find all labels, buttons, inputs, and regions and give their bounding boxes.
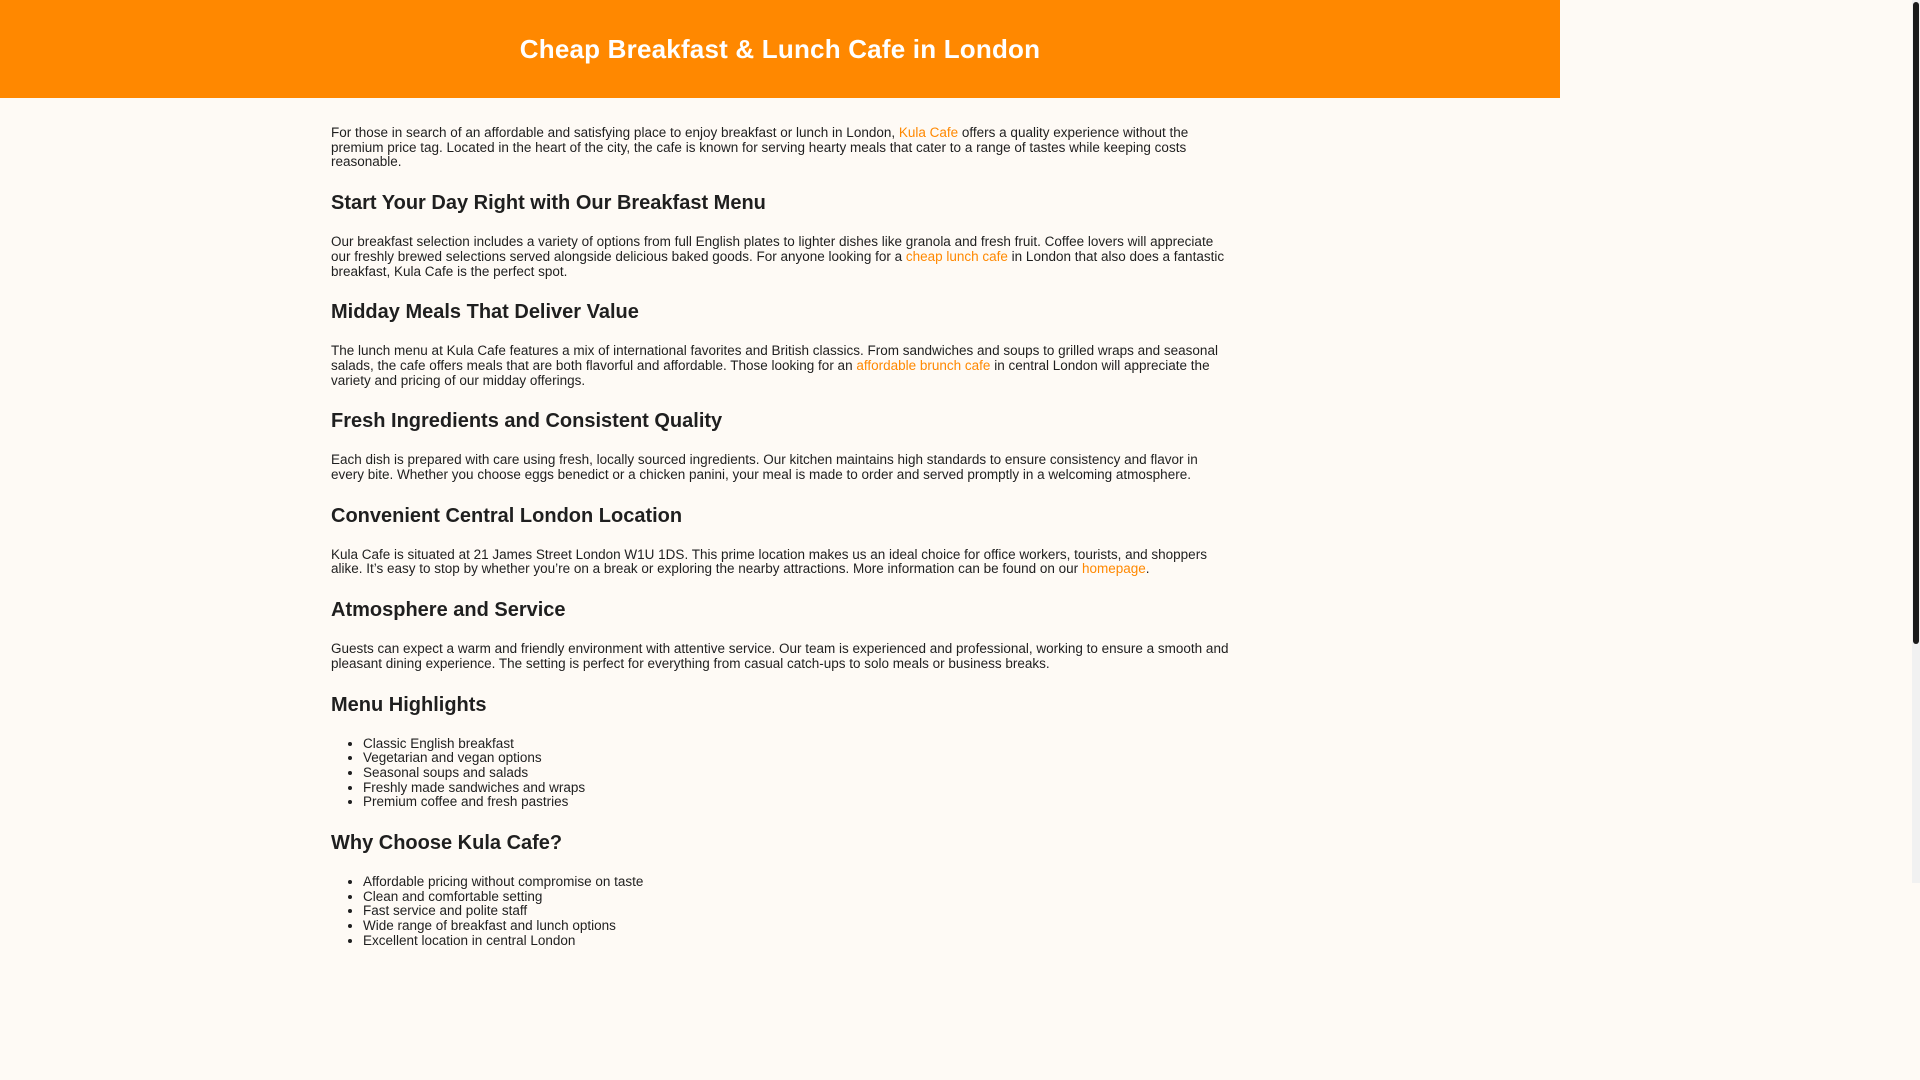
atmosphere-heading: Atmosphere and Service	[331, 599, 566, 622]
cheap-lunch-cafe-link[interactable]: cheap lunch cafe	[905, 248, 1008, 264]
scrollbar-thumb[interactable]	[1913, 2, 1919, 644]
fresh-heading: Fresh Ingredients and Consistent Quality	[331, 410, 723, 433]
midday-heading: Midday Meals That Deliver Value	[331, 301, 639, 324]
atmosphere-paragraph: Guests can expect a warm and friendly environment with attentive service. Our team is experienced and professional, working to ensure a smooth and pleasant dining experience. The setting is perfect for everything from casual catch-ups to solo meals or business breaks.	[331, 641, 1229, 671]
homepage-link[interactable]: homepage	[1081, 561, 1146, 577]
site-header	[0, 0, 1560, 98]
list-item: • Premium coffee and fresh pastries	[363, 795, 1231, 810]
menu-heading: Menu Highlights	[331, 693, 487, 716]
kula-cafe-link[interactable]: Kula Cafe	[898, 125, 959, 140]
location-text-before: Kula Cafe is situated at 21 James Street London W1U 1DS. This prime location makes us an ideal choice for office workers, tourists, and shoppers alike. It’s easy to stop by whether you’re on a break or exploring the nearby attractions. More information can be found on our	[331, 546, 1207, 577]
list-item: • Fast service and polite staff	[363, 904, 1231, 919]
affordable-brunch-cafe-link[interactable]: affordable brunch cafe	[856, 357, 991, 373]
main-content	[331, 98, 1231, 949]
breakfast-text-after: in London that also does a fantastic breakfast, Kula Cafe is the perfect spot.	[331, 248, 1225, 279]
breakfast-paragraph	[331, 235, 1231, 279]
fresh-paragraph: Each dish is prepared with care using fresh, locally sourced ingredients. Our kitchen maintains high standards to ensure consistency and flavor in every bite. Whether you choose eggs benedict or a chicken panini, your meal is made to order and served promptly in a welcoming atmosphere.	[331, 452, 1198, 483]
menu-highlights-list	[331, 737, 1231, 811]
intro-text-before: For those in search of an affordable and satisfying place to enjoy breakfast or lunch in London,	[331, 125, 899, 140]
location-paragraph	[331, 548, 1231, 577]
why-heading: Why Choose Kula Cafe?	[331, 832, 563, 855]
page-title: Cheap Breakfast & Lunch Cafe in London	[519, 33, 1041, 64]
breakfast-text-before: Our breakfast selection includes a variety of options from full English plates to lighter dishes like granola and fresh fruit. Coffee lovers will appreciate our freshly brewed selections served alongside delicious baked goods. For anyone looking for a	[331, 234, 1214, 264]
list-item: • Vegetarian and vegan options	[363, 751, 1231, 766]
list-item: • Seasonal soups and salads	[363, 766, 1231, 781]
location-heading: Convenient Central London Location	[331, 504, 683, 527]
list-item: • Clean and comfortable setting	[363, 890, 1231, 905]
midday-text-before: The lunch menu at Kula Cafe features a mix of international favorites and British classics. From sandwiches and soups to grilled wraps and seasonal salads, the cafe offers meals that are both flavorful and affordable. Those looking for an	[331, 343, 1218, 373]
vertical-scrollbar[interactable]	[1912, 0, 1920, 883]
midday-text-after: in central London will appreciate the variety and pricing of our midday offerings.	[331, 357, 1210, 388]
breakfast-heading: Start Your Day Right with Our Breakfast Menu	[331, 192, 766, 215]
location-text-after: .	[1145, 561, 1150, 577]
list-item: • Freshly made sandwiches and wraps	[363, 781, 1231, 796]
list-item: • Wide range of breakfast and lunch options	[363, 919, 1231, 934]
intro-text-after: offers a quality experience without the premium price tag. Located in the heart of the city, the cafe is known for serving hearty meals that cater to a range of tastes while keeping costs reasonable.	[331, 125, 1189, 170]
list-item: • Classic English breakfast	[363, 737, 1231, 752]
intro-paragraph	[331, 126, 1231, 170]
why-choose-list	[331, 875, 1231, 949]
list-item: • Affordable pricing without compromise on taste	[363, 875, 1231, 890]
midday-paragraph	[331, 344, 1231, 388]
list-item: • Excellent location in central London	[363, 934, 1231, 949]
